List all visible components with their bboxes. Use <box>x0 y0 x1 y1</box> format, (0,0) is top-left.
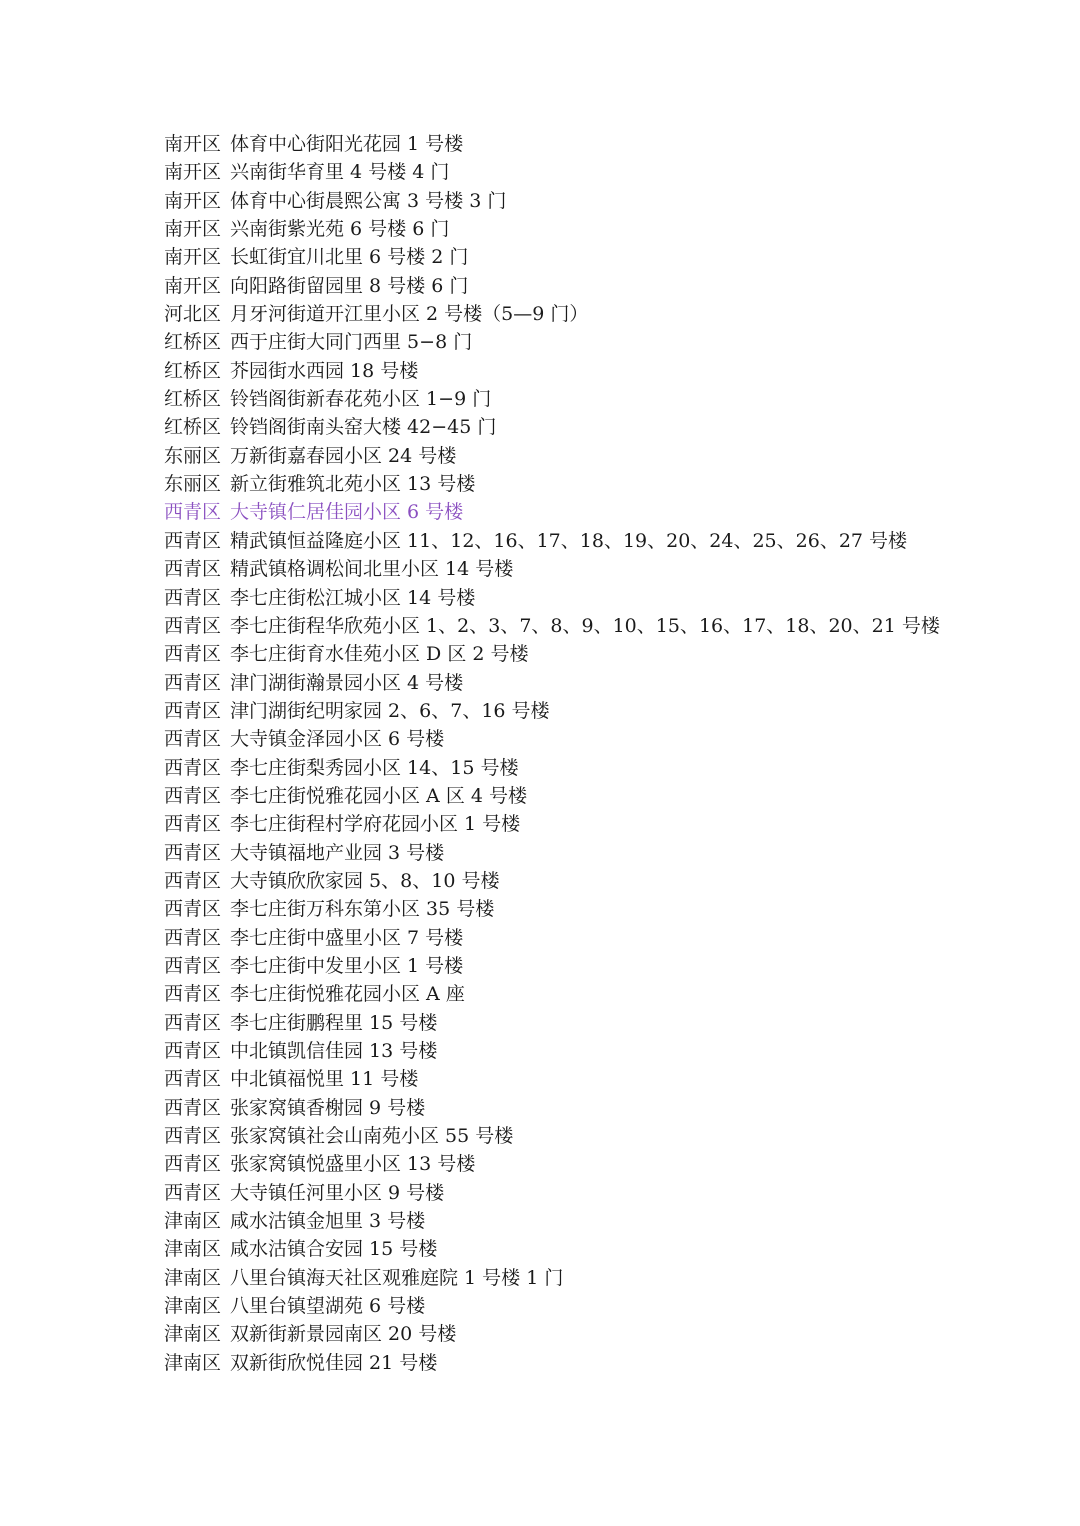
list-item <box>164 187 1044 215</box>
district-label: 西青区 <box>164 954 222 977</box>
list-item <box>164 782 1044 810</box>
district-label: 红桥区 <box>164 416 222 439</box>
list-item <box>164 1264 1044 1292</box>
district-label: 东丽区 <box>164 444 222 467</box>
address-text: 铃铛阁街新春花苑小区 1−9 门 <box>230 388 492 411</box>
district-label: 西青区 <box>164 671 222 694</box>
list-item <box>164 810 1044 838</box>
address-text: 长虹街宜川北里 6 号楼 2 门 <box>230 246 469 269</box>
district-label: 南开区 <box>164 274 222 297</box>
district-label: 东丽区 <box>164 473 222 496</box>
address-text: 李七庄街松江城小区 14 号楼 <box>230 586 476 609</box>
list-item <box>164 980 1044 1008</box>
list-item <box>164 1292 1044 1320</box>
address-text: 李七庄街悦雅花园小区 A 座 <box>230 983 465 1006</box>
address-text: 八里台镇望湖苑 6 号楼 <box>230 1295 426 1318</box>
address-text: 李七庄街万科东第小区 35 号楼 <box>230 898 495 921</box>
district-label: 西青区 <box>164 1096 222 1119</box>
address-text: 李七庄街中发里小区 1 号楼 <box>230 954 464 977</box>
district-label: 南开区 <box>164 133 222 155</box>
address-text: 咸水沽镇合安园 15 号楼 <box>230 1238 438 1261</box>
list-item <box>164 640 1044 668</box>
district-label: 红桥区 <box>164 331 222 354</box>
list-item <box>164 584 1044 612</box>
address-text: 张家窝镇悦盛里小区 13 号楼 <box>230 1153 476 1176</box>
district-label: 南开区 <box>164 218 222 241</box>
address-text: 李七庄街程村学府花园小区 1 号楼 <box>230 813 521 836</box>
district-label: 红桥区 <box>164 359 222 382</box>
district-label: 西青区 <box>164 756 222 779</box>
list-item <box>164 442 1044 470</box>
address-text: 八里台镇海天社区观雅庭院 1 号楼 1 门 <box>230 1266 564 1289</box>
district-label: 津南区 <box>164 1210 222 1233</box>
address-text: 张家窝镇社会山南苑小区 55 号楼 <box>230 1125 514 1148</box>
address-text: 大寺镇金泽园小区 6 号楼 <box>230 728 445 751</box>
list-item <box>164 1122 1044 1150</box>
district-label: 西青区 <box>164 529 222 552</box>
district-label: 西青区 <box>164 784 222 807</box>
district-label: 西青区 <box>164 869 222 892</box>
list-item <box>164 470 1044 498</box>
list-item <box>164 1207 1044 1235</box>
list-item <box>164 612 1044 640</box>
district-label: 西青区 <box>164 558 222 581</box>
address-text: 兴南街华育里 4 号楼 4 门 <box>230 161 450 184</box>
address-text: 李七庄街梨秀园小区 14、15 号楼 <box>230 756 519 779</box>
list-item <box>164 1320 1044 1348</box>
address-text: 双新街欣悦佳园 21 号楼 <box>230 1351 438 1374</box>
list-item <box>164 272 1044 300</box>
district-label: 西青区 <box>164 841 222 864</box>
list-item <box>164 527 1044 555</box>
address-text: 大寺镇仁居佳园小区 6 号楼 <box>230 501 464 524</box>
district-label: 西青区 <box>164 1153 222 1176</box>
district-label: 西青区 <box>164 614 222 637</box>
address-text: 津门湖街瀚景园小区 4 号楼 <box>230 671 464 694</box>
address-text: 中北镇凯信佳园 13 号楼 <box>230 1040 438 1062</box>
district-label: 南开区 <box>164 161 222 184</box>
list-item <box>164 300 1044 328</box>
district-label: 西青区 <box>164 926 222 949</box>
district-label: 南开区 <box>164 189 222 212</box>
district-label: 西青区 <box>164 728 222 751</box>
list-item <box>164 1235 1044 1263</box>
district-label: 南开区 <box>164 246 222 269</box>
address-text: 中北镇福悦里 11 号楼 <box>230 1068 419 1091</box>
list-item <box>164 1009 1044 1037</box>
address-text: 大寺镇任河里小区 9 号楼 <box>230 1181 445 1204</box>
district-label: 津南区 <box>164 1266 222 1289</box>
list-item <box>164 895 1044 923</box>
address-text: 李七庄街悦雅花园小区 A 区 4 号楼 <box>230 784 527 807</box>
district-label: 西青区 <box>164 501 222 524</box>
district-label: 西青区 <box>164 1068 222 1091</box>
address-text: 体育中心街阳光花园 1 号楼 <box>230 133 464 155</box>
address-text: 精武镇恒益隆庭小区 11、12、16、17、18、19、20、24、25、26、27 号楼 <box>230 529 908 552</box>
address-text: 向阳路街留园里 8 号楼 6 门 <box>230 274 469 297</box>
district-label: 西青区 <box>164 699 222 722</box>
district-label: 西青区 <box>164 1040 222 1062</box>
address-text: 新立街雅筑北苑小区 13 号楼 <box>230 473 476 496</box>
list-item <box>164 1150 1044 1178</box>
list-item <box>164 754 1044 782</box>
list-item <box>164 839 1044 867</box>
address-text: 芥园街水西园 18 号楼 <box>230 359 419 382</box>
district-label: 西青区 <box>164 586 222 609</box>
list-item <box>164 243 1044 271</box>
list-item <box>164 328 1044 356</box>
list-item <box>164 1065 1044 1093</box>
district-label: 西青区 <box>164 1181 222 1204</box>
address-list <box>164 130 1044 1377</box>
list-item <box>164 725 1044 753</box>
address-text: 张家窝镇香榭园 9 号楼 <box>230 1096 426 1119</box>
address-text: 铃铛阁街南头窑大楼 42−45 门 <box>230 416 497 439</box>
list-item <box>164 1349 1044 1377</box>
address-text: 李七庄街育水佳苑小区 D 区 2 号楼 <box>230 643 529 666</box>
district-label: 津南区 <box>164 1295 222 1318</box>
address-text: 大寺镇欣欣家园 5、8、10 号楼 <box>230 869 500 892</box>
address-text: 万新街嘉春园小区 24 号楼 <box>230 444 457 467</box>
list-item <box>164 669 1044 697</box>
list-item <box>164 555 1044 583</box>
list-item <box>164 357 1044 385</box>
address-text: 李七庄街程华欣苑小区 1、2、3、7、8、9、10、15、16、17、18、20、21 号楼 <box>230 614 940 637</box>
district-label: 津南区 <box>164 1351 222 1374</box>
list-item <box>164 924 1044 952</box>
address-text: 双新街新景园南区 20 号楼 <box>230 1323 457 1346</box>
district-label: 西青区 <box>164 983 222 1006</box>
district-label: 西青区 <box>164 813 222 836</box>
address-text: 李七庄街鹏程里 15 号楼 <box>230 1011 438 1034</box>
list-item <box>164 498 1044 526</box>
list-item <box>164 1037 1044 1065</box>
list-item <box>164 1094 1044 1122</box>
district-label: 津南区 <box>164 1323 222 1346</box>
address-text: 咸水沽镇金旭里 3 号楼 <box>230 1210 426 1233</box>
address-text: 兴南街紫光苑 6 号楼 6 门 <box>230 218 450 241</box>
district-label: 红桥区 <box>164 388 222 411</box>
district-label: 河北区 <box>164 303 222 326</box>
list-item <box>164 1179 1044 1207</box>
list-item <box>164 697 1044 725</box>
list-item <box>164 158 1044 186</box>
address-text: 精武镇格调松间北里小区 14 号楼 <box>230 558 514 581</box>
list-item <box>164 952 1044 980</box>
list-item <box>164 413 1044 441</box>
address-text: 月牙河街道开江里小区 2 号楼（5—9 门） <box>230 303 589 326</box>
list-item <box>164 867 1044 895</box>
district-label: 西青区 <box>164 1011 222 1034</box>
list-item <box>164 215 1044 243</box>
address-text: 李七庄街中盛里小区 7 号楼 <box>230 926 464 949</box>
address-text: 大寺镇福地产业园 3 号楼 <box>230 841 445 864</box>
district-label: 西青区 <box>164 643 222 666</box>
address-text: 体育中心街晨熙公寓 3 号楼 3 门 <box>230 189 507 212</box>
district-label: 西青区 <box>164 898 222 921</box>
list-item <box>164 130 1044 158</box>
address-text: 西于庄街大同门西里 5−8 门 <box>230 331 473 354</box>
address-text: 津门湖街纪明家园 2、6、7、16 号楼 <box>230 699 550 722</box>
district-label: 西青区 <box>164 1125 222 1148</box>
list-item <box>164 385 1044 413</box>
district-label: 津南区 <box>164 1238 222 1261</box>
